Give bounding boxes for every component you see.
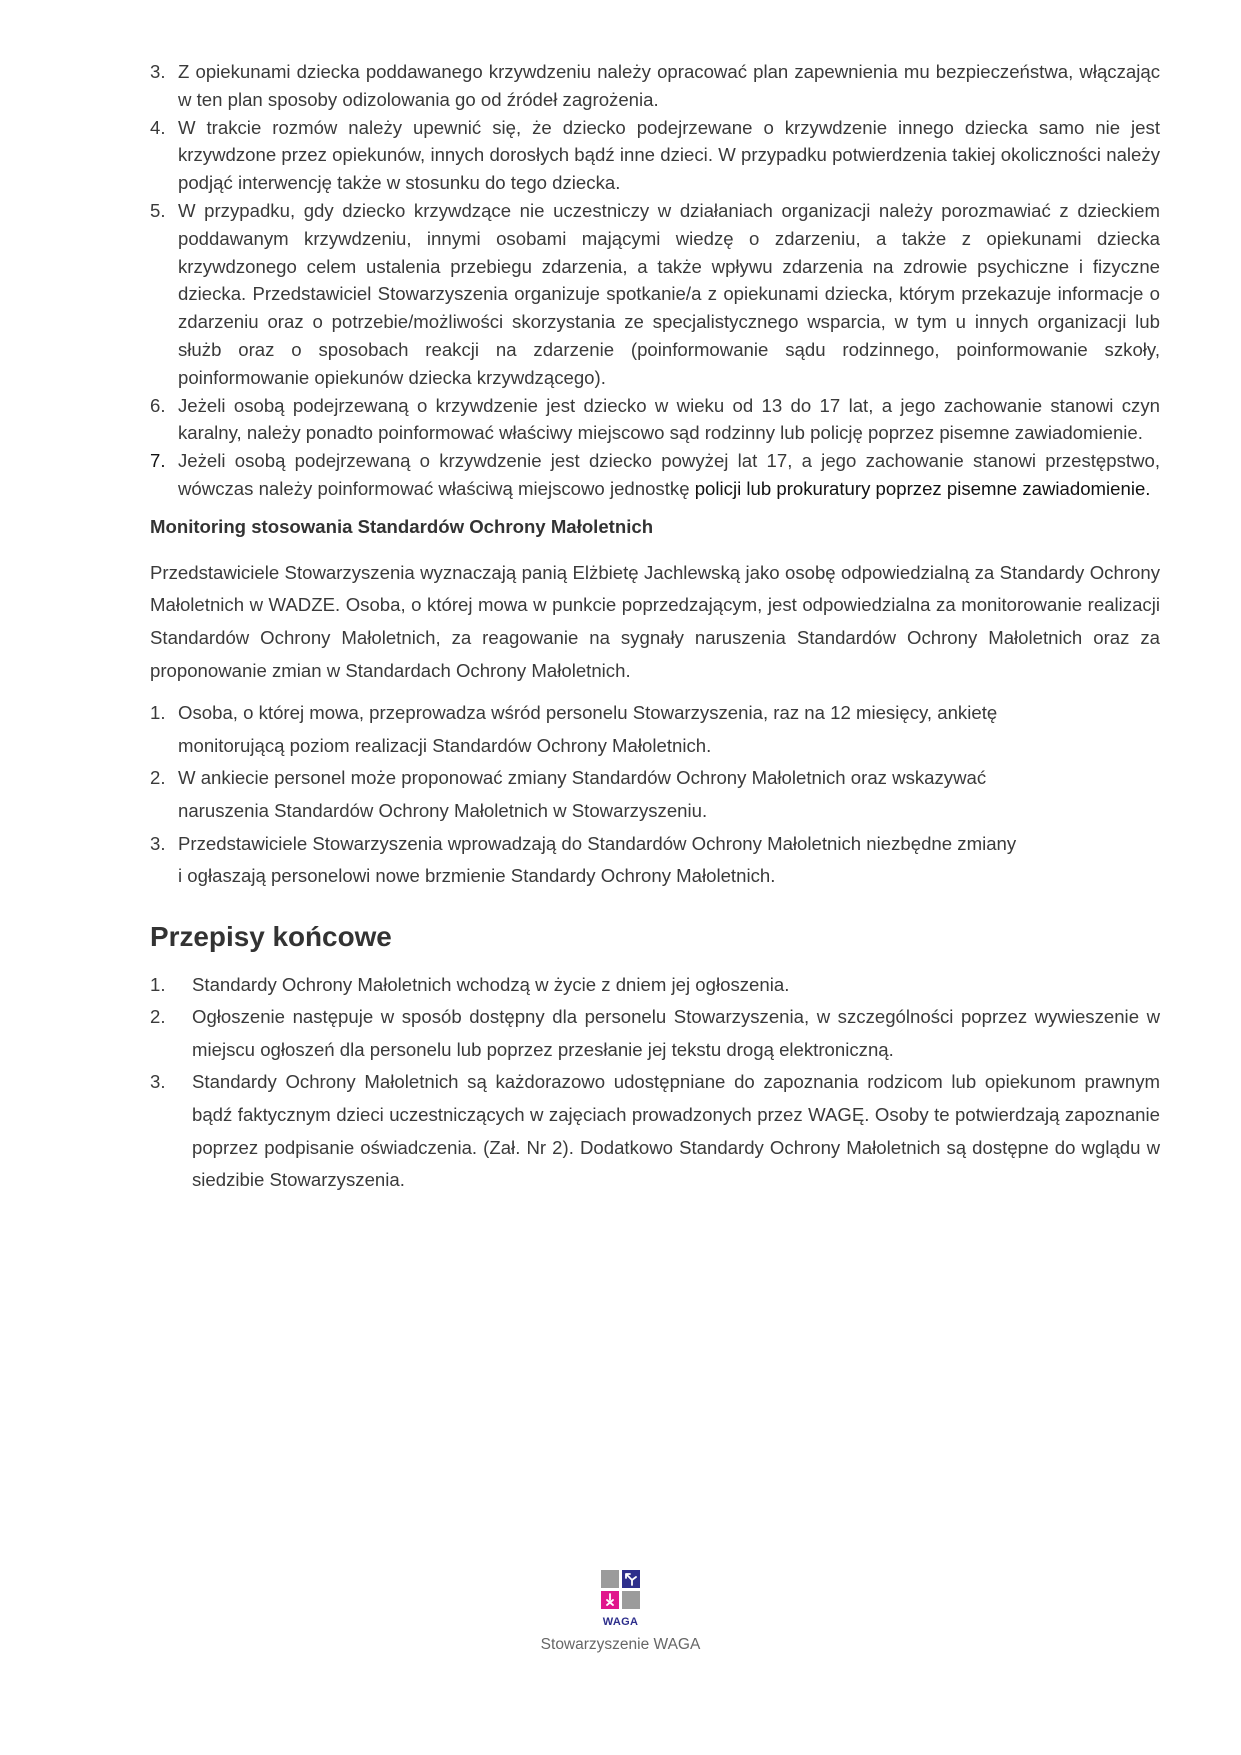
list-number: 7. — [150, 450, 166, 472]
list-number: 6. — [150, 394, 166, 416]
list-item — [150, 1066, 1160, 1196]
list-number: 3. — [150, 1071, 166, 1093]
logo-square-grey-icon — [622, 1591, 640, 1609]
logo-square-grey-icon — [601, 1570, 619, 1588]
list-item — [150, 697, 1160, 762]
list-item-text-emphasis: policji lub prokuratury poprzez pisemne zawiadomienie. — [694, 477, 1151, 499]
section-heading-monitoring: Monitoring stosowania Standardów Ochrony Małoletnich — [150, 515, 654, 537]
list-item-line: monitorującą poziom realizacji Standardów Ochrony Małoletnich. — [178, 734, 712, 756]
list-item — [150, 1001, 1160, 1066]
list-number: 2. — [150, 767, 166, 789]
list-item — [150, 828, 1160, 893]
page-footer — [0, 1570, 1241, 1655]
list-item — [150, 447, 1160, 503]
list-item-line: Przedstawiciele Stowarzyszenia wprowadzają do Standardów Ochrony Małoletnich niezbędne zmiany — [178, 832, 1017, 854]
footer-organization-name: Stowarzyszenie WAGA — [540, 1636, 701, 1653]
logo-square-male-symbol-icon — [622, 1570, 640, 1588]
list-item-text: Standardy Ochrony Małoletnich wchodzą w życie z dniem jej ogłoszenia. — [192, 973, 790, 995]
logo-square-female-symbol-icon — [601, 1591, 619, 1609]
list-number: 1. — [150, 973, 166, 995]
list-item — [150, 114, 1160, 197]
list-item — [150, 58, 1160, 114]
list-item — [150, 392, 1160, 448]
list-item-text: Jeżeli osobą podejrzewaną o krzywdzenie jest dziecko powyżej lat 17, a jego zachowanie stanowi przestępstwo, wówczas należy poinformować właściwą miejscowo jednostkę — [178, 450, 1160, 499]
list-number: 2. — [150, 1006, 166, 1028]
list-number: 1. — [150, 702, 166, 724]
list-item-line: W ankiecie personel może proponować zmiany Standardów Ochrony Małoletnich oraz wskazywać — [178, 767, 987, 789]
list-item-text: W przypadku, gdy dziecko krzywdzące nie uczestniczy w działaniach organizacji należy porozmawiać z dzieckiem poddawanym krzywdzeniu, innymi osobami mającymi wiedzę o zdarzeniu, a także z opiekunami dziecka krzywdzonego celem ustalenia przebiegu zdarzenia, a także wpływu zdarzenia na zdrowie psychiczne i fizyczne dziecka. Przedstawiciel Stowarzyszenia organizuje spotkanie/a z opiekunami dziecka, którym przekazuje informacje o zdarzeniu oraz o potrzebie/możliwości skorzystania ze specjalistycznego wsparcia, w tym u innych organizacji lub służb oraz o sposobach reakcji na zdarzenie (poinformowanie sądu rodzinnego, poinformowanie szkoły, poinformowanie opiekunów dziecka krzywdzącego). — [178, 199, 1160, 388]
list-item-line: Osoba, o której mowa, przeprowadza wśród personelu Stowarzyszenia, raz na 12 miesięcy, ankietę — [178, 702, 998, 724]
list-item-text: Jeżeli osobą podejrzewaną o krzywdzenie jest dziecko w wieku od 13 do 17 lat, a jego zachowanie stanowi czyn karalny, należy ponadto poinformować właściwy miejscowo sąd rodzinny lub policję poprzez pisemne zawiadomienie. — [178, 394, 1160, 444]
document-page — [150, 58, 1160, 1197]
list-number: 5. — [150, 199, 166, 221]
intervention-list — [150, 58, 1160, 503]
list-item-text: Ogłoszenie następuje w sposób dostępny dla personelu Stowarzyszenia, w szczególności poprzez wywieszenie w miejscu ogłoszeń dla personelu lub poprzez przesłanie jej tekstu drogą elektroniczną. — [192, 1006, 1160, 1060]
list-item-text: Standardy Ochrony Małoletnich są każdorazowo udostępniane do zapoznania rodzicom lub opiekunom prawnym bądź faktycznym dzieci uczestniczących w zajęciach prowadzonych przez WAGĘ. Osoby te potwierdzają zapoznanie poprzez podpisanie oświadczenia. (Zał. Nr 2). Dodatkowo Standardy Ochrony Małoletnich są dostępne do wglądu w siedzibie Stowarzyszenia. — [192, 1071, 1160, 1191]
monitoring-paragraph: Przedstawiciele Stowarzyszenia wyznaczają panią Elżbietę Jachlewską jako osobę odpowiedzialną za Standardy Ochrony Małoletnich w WADZE. Osoba, o której mowa w punkcie poprzedzającym, jest odpowiedzialna za monitorowanie realizacji Standardów Ochrony Małoletnich, za reagowanie na sygnały naruszenia Standardów Ochrony Małoletnich oraz za proponowanie zmian w Standardach Ochrony Małoletnich. — [150, 561, 1160, 681]
list-item-line: naruszenia Standardów Ochrony Małoletnich w Stowarzyszeniu. — [178, 799, 708, 821]
list-number: 3. — [150, 832, 166, 854]
monitoring-list — [150, 697, 1160, 893]
list-item — [150, 762, 1160, 827]
list-item-line: i ogłaszają personelowi nowe brzmienie Standardy Ochrony Małoletnich. — [178, 865, 776, 887]
list-number: 4. — [150, 116, 166, 138]
list-item-text: W trakcie rozmów należy upewnić się, że dziecko podejrzewane o krzywdzenie innego dziecka samo nie jest krzywdzone przez opiekunów, innych dorosłych bądź inne dzieci. W przypadku potwierdzenia takiej okoliczności należy podjąć interwencję także w stosunku do tego dziecka. — [178, 116, 1160, 194]
list-item-text: Z opiekunami dziecka poddawanego krzywdzeniu należy opracować plan zapewnienia mu bezpieczeństwa, włączając w ten plan sposoby odizolowania go od źródeł zagrożenia. — [178, 61, 1160, 110]
section-heading-final-provisions: Przepisy końcowe — [150, 920, 392, 952]
list-item — [150, 969, 1160, 1002]
waga-logo-icon — [601, 1570, 641, 1610]
list-item — [150, 197, 1160, 392]
logo-wordmark: WAGA — [602, 1616, 639, 1628]
final-provisions-list — [150, 969, 1160, 1197]
list-number: 3. — [150, 61, 166, 82]
